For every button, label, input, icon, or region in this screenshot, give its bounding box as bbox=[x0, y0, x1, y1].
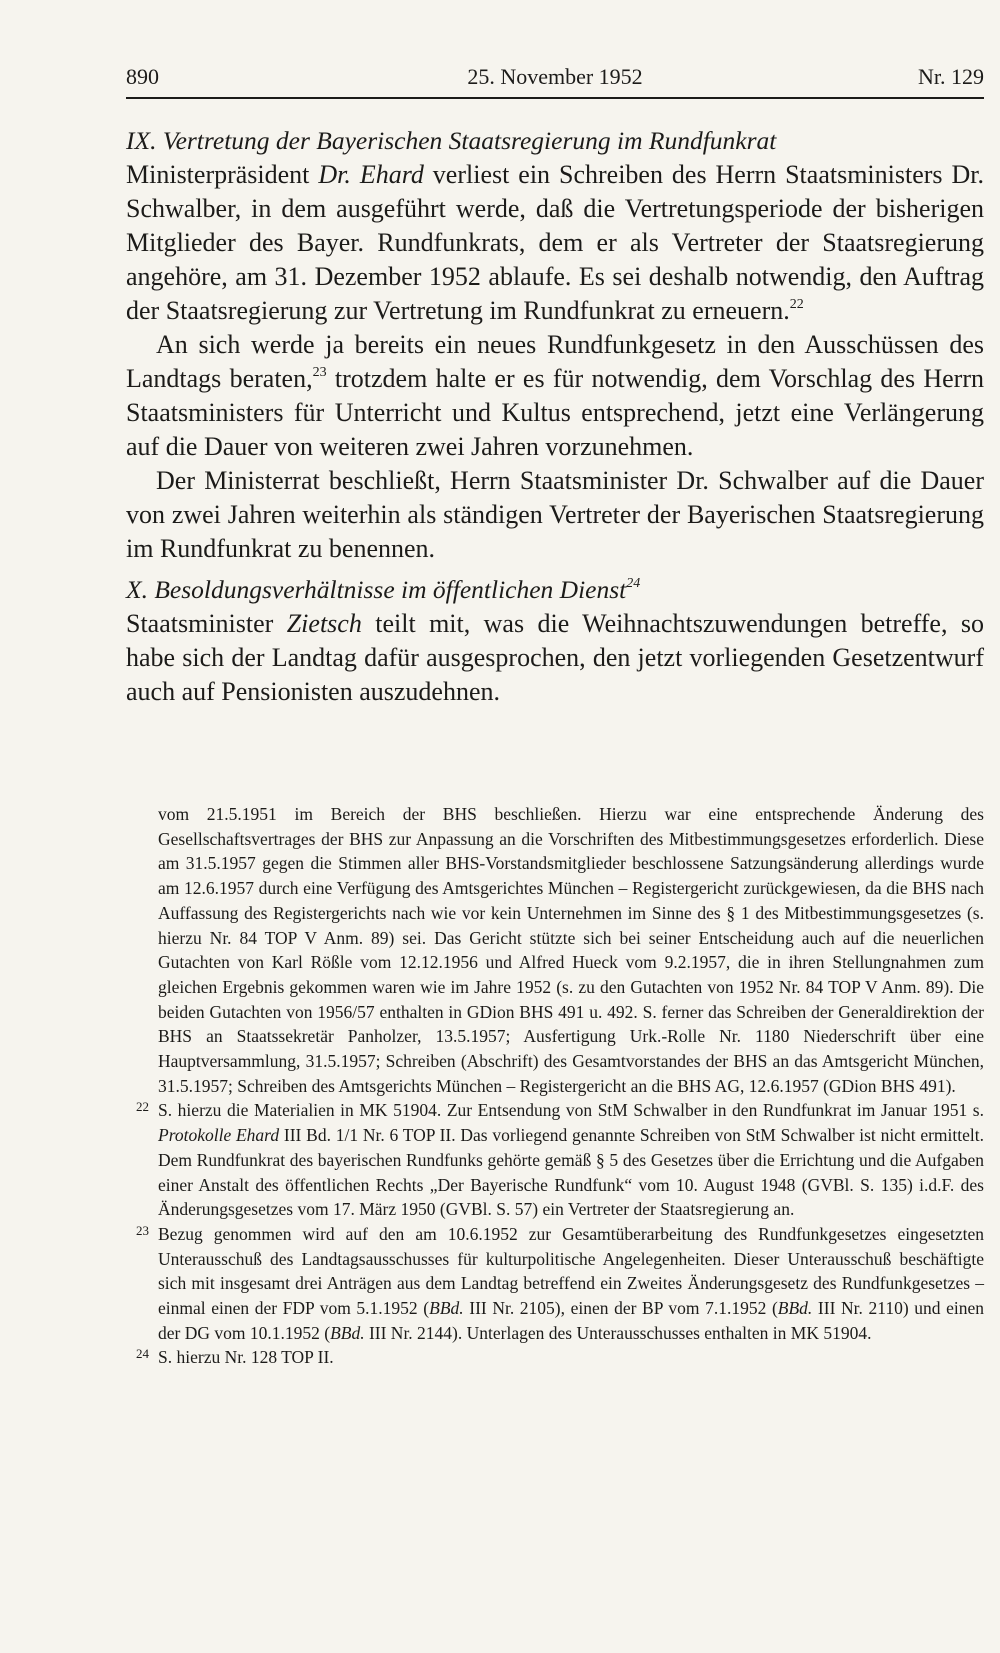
section-x-heading: X. Besoldungsverhältnisse im öffentlichen Dienst$^{24}$ bbox=[126, 575, 641, 604]
footnote-number: 22 bbox=[136, 1099, 149, 1115]
footnote-24: 24 S. hierzu Nr. 128 TOP II. bbox=[126, 1345, 984, 1370]
header-date: 25. November 1952 bbox=[467, 64, 643, 89]
running-header bbox=[126, 60, 984, 98]
section-x-paragraph-1: Staatsminister Zietsch teilt mit, was die Weihnachtszuwendungen betreffe, so habe sich der Landtag dafür ausgesprochen, den jetzt vorliegenden Gesetzentwurf auch auf Pensionisten auszudehnen. bbox=[126, 609, 984, 706]
footnote-23: 23 Bezug genommen wird auf den am 10.6.1952 zur Gesamtüberarbeitung des Rundfunkgesetzes eingesetzten Unterausschuß des Landtagsausschusses für kulturpolitische Angelegenheiten. Dieser Unterausschuß beschäftigte sich mit insgesamt drei Anträgen aus dem Landtag betreffend ein Zweites Änderungsgesetz des Rundfunkgesetzes – einmal einen der FDP vom 5.1.1952 (BBd. III Nr. 2105), einen der BP vom 7.1.1952 (BBd. III Nr. 2110) und einen der DG vom 10.1.1952 (BBd. III Nr. 2144). Unterlagen des Unterausschusses enthalten in MK 51904. bbox=[126, 1222, 984, 1346]
footnote-22: 22 S. hierzu die Materialien in MK 51904. Zur Entsendung von StM Schwalber in den Rundfunkrat im Januar 1951 s. Protokolle Ehard III Bd. 1/1 Nr. 6 TOP II. Das vorliegend genannte Schreiben von StM Schwalber ist nicht ermittelt. Dem Rundfunkrat des bayerischen Rundfunks gehörte gemäß § 5 des Gesetzes über die Errichtung und die Aufgaben einer Anstalt des öffentlichen Rechts „Der Bayerische Rundfunk“ vom 10. August 1948 (GVBl. S. 135) i.d.F. des Änderungsgesetzes vom 17. März 1950 (GVBl. S. 57) ein Vertreter der Staatsregierung an. bbox=[126, 1098, 984, 1222]
footnote-number: 24 bbox=[136, 1346, 149, 1362]
speaker-name: Dr. Ehard bbox=[318, 160, 424, 189]
footnotes bbox=[126, 802, 984, 1370]
section-ix-paragraph-1: Ministerpräsident Dr. Ehard verliest ein Schreiben des Herrn Staatsministers Dr. Schwalber, in dem ausgeführt werde, daß die Vertretungsperiode der bisherigen Mitglieder des Bayer. Rundfunkrats, dem er als Vertreter der Staatsregierung angehöre, am 31. Dezember 1952 ablaufe. Es sei deshalb notwendig, den Auftrag der Staatsregierung zur Vertretung im Rundfunkrat zu erneuern.$^{22}$ bbox=[126, 160, 984, 325]
section-ix-decision: Der Ministerrat beschließt, Herrn Staatsminister Dr. Schwalber auf die Dauer von zwei Jahren weiterhin als ständigen Vertreter der Bayerischen Staatsregierung im Rundfunkrat zu benennen. bbox=[126, 466, 984, 563]
footnote-ref-22[interactable]: 22 bbox=[789, 297, 804, 312]
section-ix-paragraph-2: An sich werde ja bereits ein neues Rundfunkgesetz in den Ausschüssen des Landtags beraten,$^{23}$ trotzdem halte er es für notwendig, dem Vorschlag des Herrn Staatsministers für Unterricht und Kultus entsprechend, jetzt eine Verlängerung auf die Dauer von weiteren zwei Jahren vorzunehmen. bbox=[126, 330, 984, 461]
footnote-continuation: vom 21.5.1951 im Bereich der BHS beschließen. Hierzu war eine entsprechende Änderung des Gesellschaftsvertrages der BHS zur Anpassung an die Vorschriften des Mitbestimmungsgesetzes erforderlich. Diese am 31.5.1957 gegen die Stimmen aller BHS-Vorstandsmitglieder beschlossene Satzungsänderung allerdings wurde am 12.6.1957 durch eine Verfügung des Amtsgerichtes München – Registergericht zurückgewiesen, da die BHS nach Auffassung des Registergerichts nach wie vor kein Unternehmen im Sinne des § 1 des Mitbestimmungsgesetzes (s. hierzu Nr. 84 TOP V Anm. 89) sei. Das Gericht stützte sich bei seiner Entscheidung auch auf die neuerlichen Gutachten von Karl Rößle vom 12.12.1956 und Alfred Hueck vom 9.2.1957, die in ihren Stellungnahmen zum gleichen Ergebnis gekommen waren wie im Jahre 1952 (s. zu den Gutachten von 1952 Nr. 84 TOP V Anm. 89). Die beiden Gutachten von 1956/57 enthalten in GDion BHS 491 u. 492. S. ferner das Schreiben der Generaldirektion der BHS an Staatssekretär Panholzer, 13.5.1957; Ausfertigung Urk.-Rolle Nr. 1180 Niederschrift über eine Hauptversammlung, 31.5.1957; Schreiben (Abschrift) des Gesamtvorstandes der BHS an das Amtsgericht München, 31.5.1957; Schreiben des Amtsgerichts München – Registergericht an die BHS AG, 12.6.1957 (GDion BHS 491). bbox=[158, 804, 984, 1096]
header-issue-number: Nr. 129 bbox=[918, 64, 984, 89]
page-number: 890 bbox=[126, 64, 159, 89]
footnote-ref-23[interactable]: 23 bbox=[312, 365, 327, 380]
section-ix-heading: IX. Vertretung der Bayerischen Staatsregierung im Rundfunkrat bbox=[126, 126, 777, 155]
speaker-name: Zietsch bbox=[286, 609, 362, 638]
footnote-number: 23 bbox=[136, 1222, 149, 1238]
main-text bbox=[126, 124, 984, 709]
header-rule bbox=[126, 97, 984, 99]
footnote-ref-24[interactable]: 24 bbox=[626, 576, 641, 591]
